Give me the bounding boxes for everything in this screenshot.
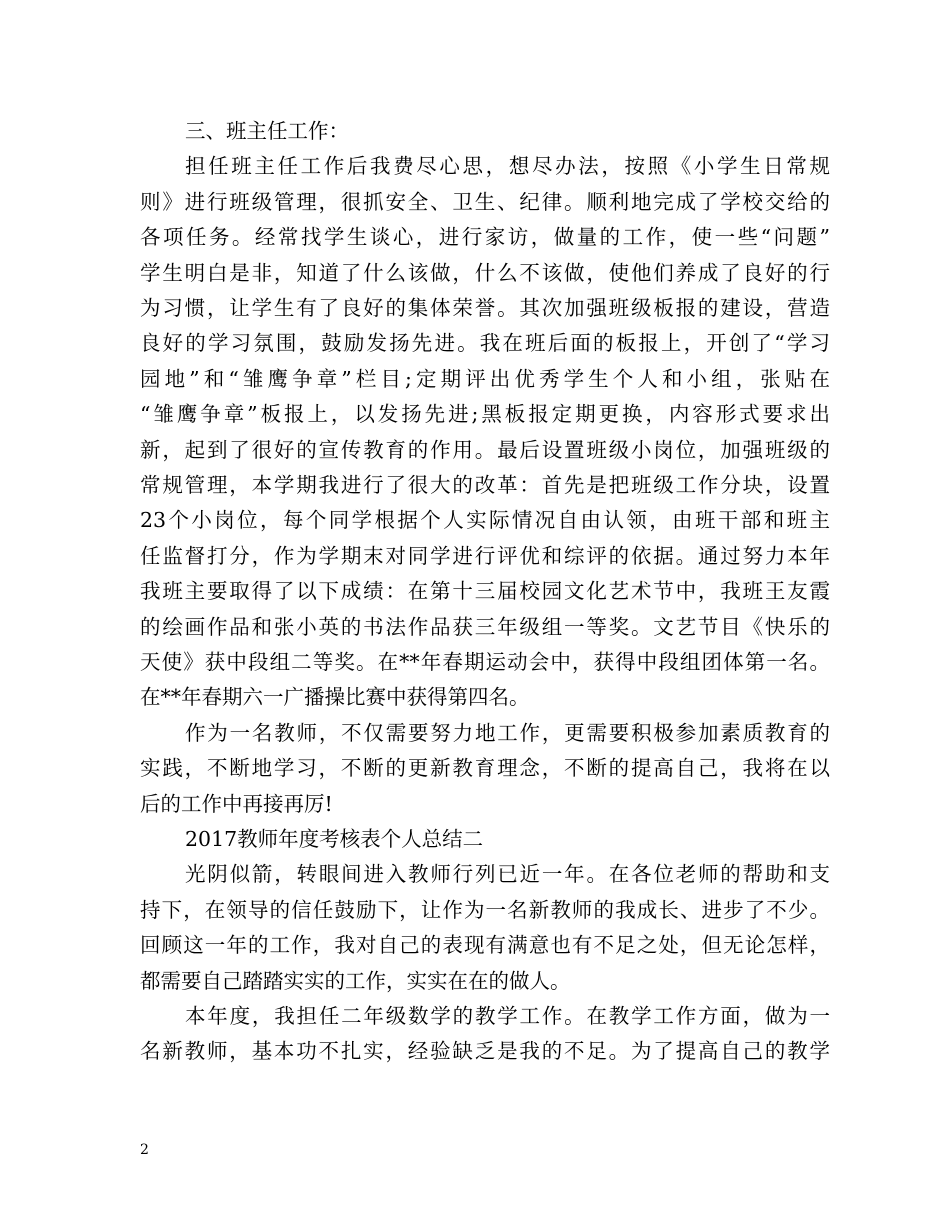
text-line: 常规管理，本学期我进行了很大的改革：首先是把班级工作分块，设置 <box>140 473 830 497</box>
text-line: 为习惯，让学生有了良好的集体荣誉。其次加强班级板报的建设，营造 <box>140 296 830 320</box>
text-line: 担任班主任工作后我费尽心思，想尽办法，按照《小学生日常规 <box>185 154 830 178</box>
text-line: 都需要自己踏踏实实的工作，实实在在的做人。 <box>140 969 571 993</box>
page-number: 2 <box>140 1142 149 1158</box>
text-line: 各项任务。经常找学生谈心，进行家访，做量的工作，使一些“问题” <box>140 225 830 249</box>
text-line: 天使》获中段组二等奖。在**年春期运动会中，获得中段组团体第一名。 <box>140 650 830 674</box>
text-line: 本年度，我担任二年级数学的教学工作。在教学工作方面，做为一 <box>185 1004 830 1028</box>
text-line: 2017教师年度考核表个人总结二 <box>185 827 484 851</box>
text-line: 持下，在领导的信任鼓励下，让作为一名新教师的我成长、进步了不少。 <box>140 898 830 922</box>
text-line: 23个小岗位，每个同学根据个人实际情况自由认领，由班干部和班主 <box>140 508 830 532</box>
text-line: 良好的学习氛围，鼓励发扬先进。我在班后面的板报上，开创了“学习 <box>140 331 830 355</box>
text-line: “雏鹰争章”板报上，以发扬先进;黑板报定期更换，内容形式要求出 <box>140 402 830 426</box>
text-line: 则》进行班级管理，很抓安全、卫生、纪律。顺利地完成了学校交给的 <box>140 190 830 214</box>
text-line: 任监督打分，作为学期末对同学进行评优和综评的依据。通过努力本年 <box>140 544 830 568</box>
text-line: 实践，不断地学习，不断的更新教育理念，不断的提高自己，我将在以 <box>140 756 830 780</box>
text-line: 学生明白是非，知道了什么该做，什么不该做，使他们养成了良好的行 <box>140 261 830 285</box>
text-line: 光阴似箭，转眼间进入教师行列已近一年。在各位老师的帮助和支 <box>185 862 830 886</box>
text-line: 后的工作中再接再厉! <box>140 792 333 816</box>
text-line: 回顾这一年的工作，我对自己的表现有满意也有不足之处，但无论怎样， <box>140 933 830 957</box>
text-line: 园地”和“雏鹰争章”栏目;定期评出优秀学生个人和小组，张贴在 <box>140 367 830 391</box>
text-line: 在**年春期六一广播操比赛中获得第四名。 <box>140 685 530 709</box>
text-line: 三、班主任工作： <box>185 119 349 143</box>
text-line: 作为一名教师，不仅需要努力地工作，更需要积极参加素质教育的 <box>185 721 830 745</box>
text-line: 我班主要取得了以下成绩：在第十三届校园文化艺术节中，我班王友霞 <box>140 579 830 603</box>
text-line: 的绘画作品和张小英的书法作品获三年级组一等奖。文艺节目《快乐的 <box>140 615 830 639</box>
text-line: 新，起到了很好的宣传教育的作用。最后设置班级小岗位，加强班级的 <box>140 438 830 462</box>
text-line: 名新教师，基本功不扎实，经验缺乏是我的不足。为了提高自己的教学 <box>140 1039 830 1063</box>
